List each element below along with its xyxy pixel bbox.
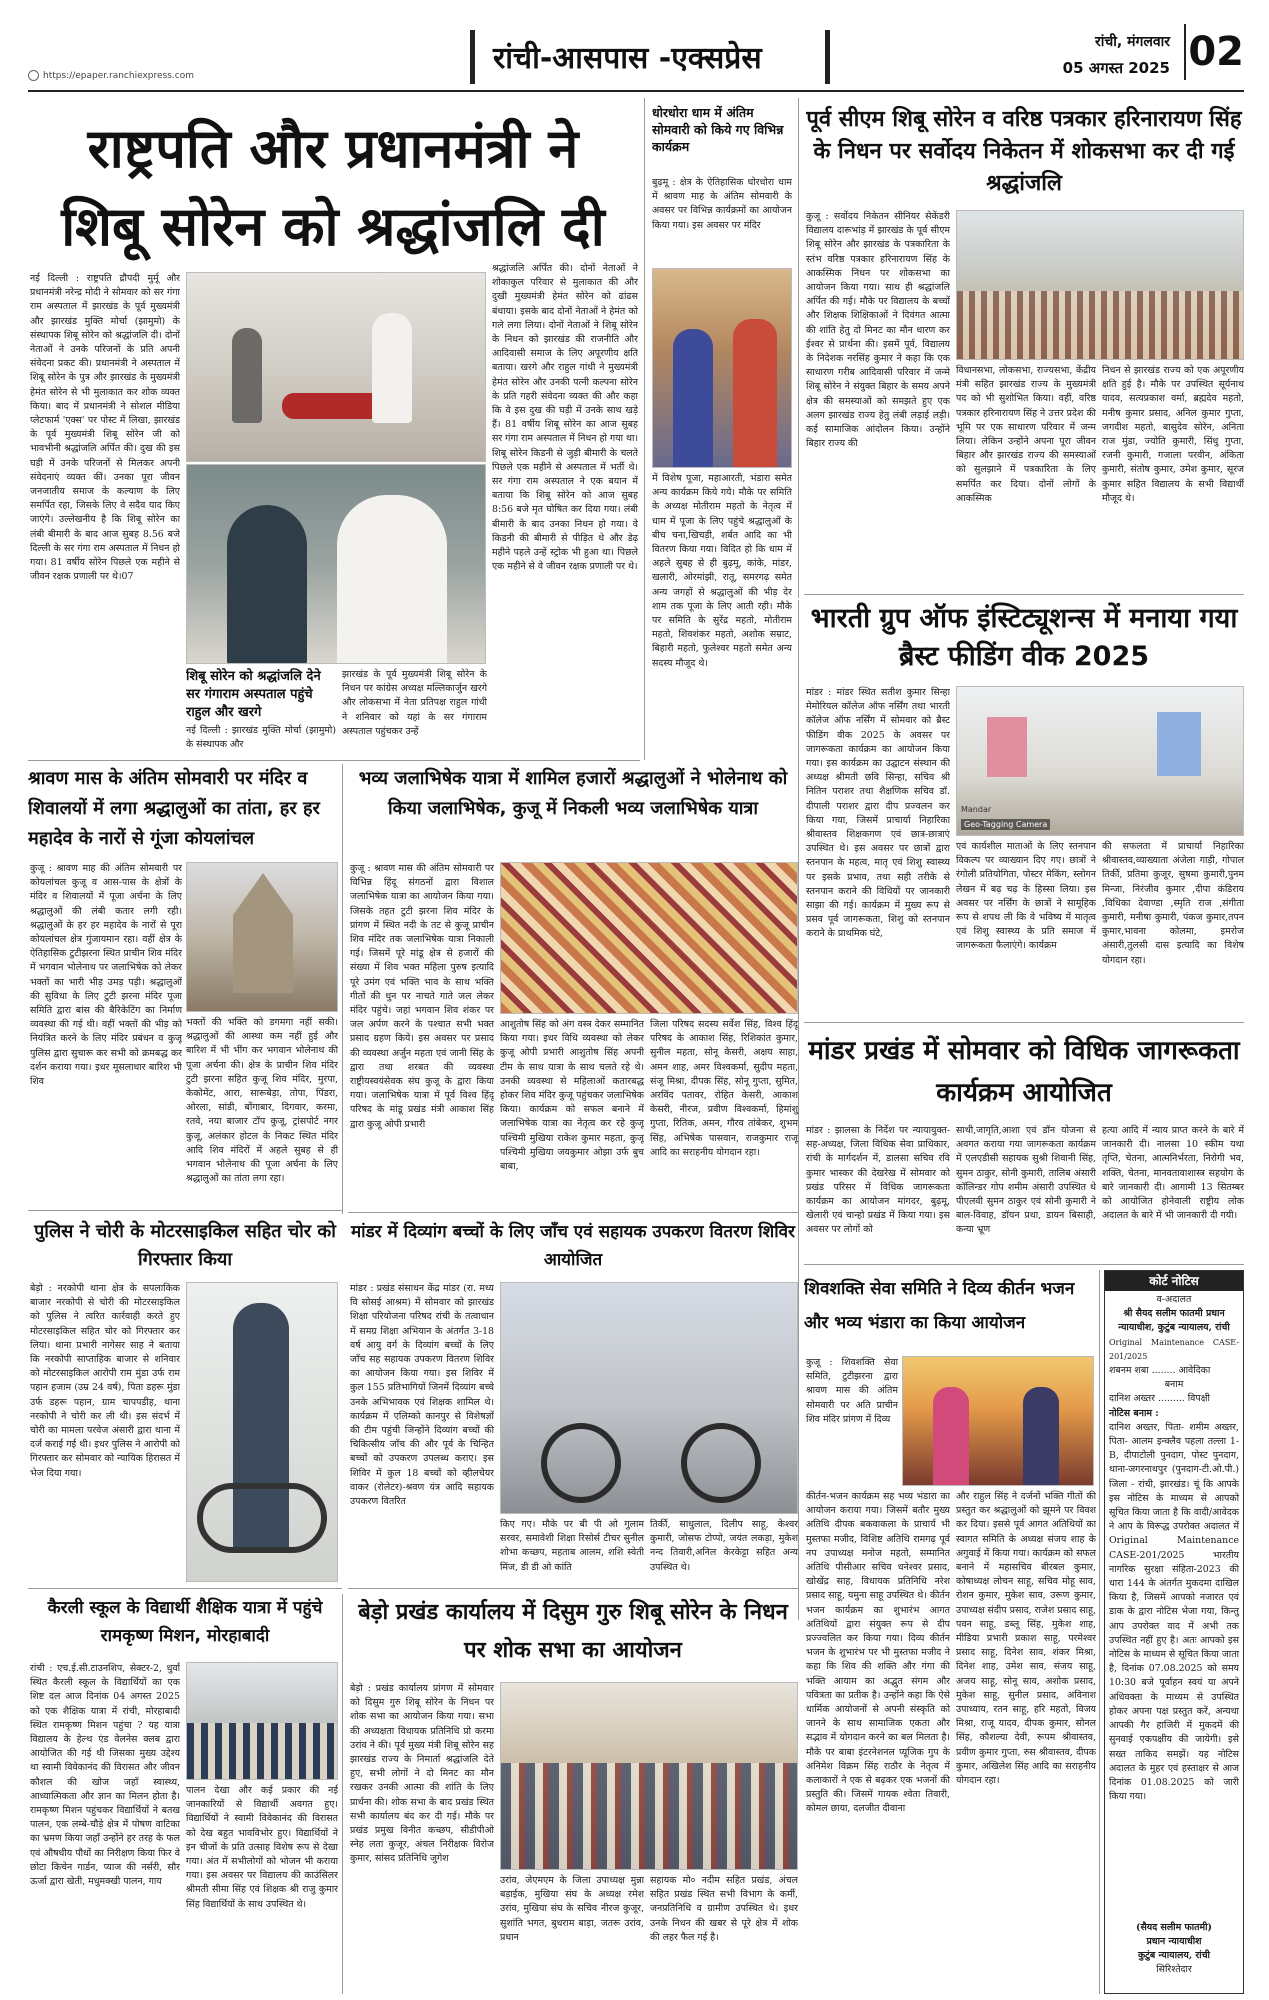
url-text: https://epaper.ranchiexpress.com (43, 71, 195, 81)
person-figure-shape (933, 1387, 969, 1486)
group-shape (187, 1723, 338, 1780)
wheelchair-shape (541, 1423, 621, 1503)
divider (804, 1022, 1244, 1023)
bharati-col2: एवं कार्यशील माताओं के लिए स्तनपान विकल्प पर व्याख्यान दिए गए। छात्रों ने रंगोली प्रतियोगिता, पोस्टर मेकिंग, स्लोगन लेखन में बढ़ चढ़ के हिस्सा लिया। इस अवसर पर नर्सिंग के छात्रों ने सामूहिक रूप से शपथ ली कि वे भविष्य में मातृत्व एवं शिशु स्वास्थ्य के प्रति समाज में जागरूकता फैलाएंगे। कार्यक्रम (956, 841, 1096, 952)
kirtan-col-main2: और राहुल सिंह ने दर्जनों भक्ति गीतों की प्रस्तुत कर श्रद्धालुओं को झूमने पर विवश कर दिया। इससे पूर्व आगत अतिथियों का स्वागत समिति के अध्यक्ष संजय शाह के अगुवाई में किया गया। कार्यक्रम को सफल बनाने में महासचिव बीरबल कुमार, कोषाध्यक्ष लोचन साहू, सचिव मोहू साव, रोशन कुमार, मुकेश साव, उरूण कुमार, उपाध्यक्ष संदीप प्रसाद, राजेश प्रसाद साहू, पवन साहू, डब्लू सिंह, मुकेश शाह, मीडिया प्रभारी प्रकाश साहू, परमेश्वर प्रसाद साहू, दिनेश साव, शंकर मिश्रा, दिनेश शाह, उमेश साव, संजय साहू, अजय साहू, सोनू साव, अशोक प्रसाद, मुकेश साहू, सुनील प्रसाद, अविनाश उपाध्याय, रतन साहू, हरि महतो, विजय मिश्रा, राजू यादव, दीपक कुमार, सोनल सिंह, कौशल्या देवी, रूपम श्रीवास्तव, प्रवीण कुमार गुप्ता, रुस श्रीवास्तव, दीपक कुमार, अखिलेश सिंह आदि का सराहनीय योगदान रहा। (956, 1491, 1096, 1787)
bero-body: बेड़ो : प्रखंड कार्यालय प्रांगण में सोमवार को दिसुम गुरु शिबू सोरेन के निधन पर शोक सभा का आयोजन किया गया। सभा की अध्यक्षता विधायक प्रतिनिधि प्रो करमा उरांव ने की। पूर्व मुख्य मंत्री शिबू सोरेन सह झारखंड राज्य के निमार्ता श्रद्धांजलि देते हुए, सभी लोगों ने दो मिनट का मौन रखकर उनकी आत्मा की शांति के लिए प्रार्थना की। शोक सभा के बाद प्रखंड स्थित सभी कार्यालय बंद कर दी गई। मौके पर प्रखंड प्रमुख विनीत कच्छप, सीडीपीओ स्नेह लता कुजूर, अंचल निरीक्षक विरोज कुमार, सांसद प्रतिनिधि जुगेश (350, 1683, 494, 1865)
brand-name: -एक्सप्रेस (658, 41, 762, 76)
harinarayan-col1: कुजू : सर्वोदय निकेतन सीनियर सेकेंडरी विद्यालय दारूभांड़ में झारखंड के पूर्व सीएम शिबू सोरेन और झारखंड के पत्रकारिता के स्तंभ वरिष्ठ पत्रकार हरिनारायण सिंह के आकस्मिक निधन पर शोकसभा का आयोजन किया गया। साथ ही श्रद्धांजलि अर्पित की गई। मौके पर विद्यालय के बच्चों और शिक्षक शिक्षिकाओं ने दिवंगत आत्मा की शांति हेतु दो मिनट का मौन धारण कर ईश्वर से प्रार्थना की। इसमें पूर्व, विद्यालय के निदेशक नरसिंह कुमार ने कहा कि एक साधारण गरीब आदिवासी परिवार में जन्मे शिबू सोरेन ने संयुक्त बिहार के समय अपने क्षेत्र की समस्याओं को समझते हुए एक अलग झारखंड राज्य हेतु लंबी लड़ाई लड़ी। कई सामाजिक आंदोलन किया। उन्होंने बिहार राज्य की (806, 211, 950, 450)
bharati-photo (956, 686, 1244, 836)
dhordhora-photo (652, 268, 792, 468)
court-case-line: Original Maintenance CASE-201/2025 (1109, 1337, 1239, 1361)
divyang-caption2: तिर्की, साधुलाल, दिलीप साहू, केश्वर कुमारी, जोसफ टोप्पो, जयंत लकड़ा, मुकेश नन्द तिवारी,अनिल केरकेट्टा सहित अन्य उपस्थित थे। (650, 1519, 798, 1573)
kairali-col2: पालन देखा और कई प्रकार की नई जानकारियों से विद्यार्थी अवगत हुए। विद्यार्थियों ने स्वामी विवेकानंद की विरासत को देख बहुत भावविभोर हुए। विद्यार्थियों ने इन चीजों के प्रति उत्साह विशेष रूप से देखा गया। अंत में सभीलोगों को भोजन भी कराया गया। इस अवसर पर विद्यालय की काउंसिलर श्रीमती सीमा सिंह एवं शिक्षक श्री राजु कुमार सिंह विद्यार्थियों के साथ उपस्थित थे। (186, 1785, 338, 1910)
geo-tag-label: Geo-Tagging Camera (961, 819, 1050, 830)
jalabhishek-col3: जिला परिषद सदस्य सर्वेश सिंह, विश्व हिंदू परिषद के आकाश सिंह, रिशिकांत कुमार, सुनील महता, सोनू केसरी, अक्षय साहा, अमन शाह, अमर विश्वकर्मा, सुदीप महता, संजू मिश्रा, दीपक सिंह, सोनू गुप्ता, सुमित, अरविंद पतावर, रोहित केसरी, आकाश केसरी, नीरज, प्रवीण विश्वकर्मा, हिमांशु गुप्ता, रितिक, अमन, गौरव तांबेकर, शुभम सिंह, अभिषेक पासवान, राजकुमार राजू आदि का सराहनीय योगदान रहा। (650, 1019, 798, 1158)
lead-col1: नई दिल्ली : राष्ट्रपति द्रौपदी मुर्मू और प्रधानमंत्री नरेन्द्र मोदी ने सोमवार को सर गंगा राम अस्पताल में झारखंड के पूर्व मुख्यमंत्री और झारखंड मुक्ति मोर्चा (झामुमो) के संस्थापक शिबू सोरेन को श्रद्धांजलि दी। दोनों नेताओं ने उनके परिजनों के प्रति अपनी संवेदना प्रकट की। प्रधानमंत्री ने अस्पताल में शिबू सोरेन के पुत्र और झारखंड के मुख्यमंत्री हेमंत सोरेन से भी मुलाकात कर शोक व्यक्त किया। बाद में प्रधानमंत्री ने सोशल मीडिया प्लेटफार्म 'एक्स' पर पोस्ट में लिखा, झारखंड के पूर्व मुख्यमंत्री शिबू सोरेन जी को भावभीनी श्रद्धांजलि अर्पित की। दुख की इस घड़ी में उनके परिजनों से मिलकर अपनी संवेदनाएं व्यक्त कीं। उनका पूरा जीवन जनजातीय समाज के कल्याण के लिए समर्पित रहा, जिसके लिए वे सदैव याद किए जाएंगे। उल्लेखनीय है कि शिबू सोरेन का लंबी बीमारी के बाद आज सुबह 8.56 बजे दिल्ली के सर गंगा राम अस्पताल में निधन हो गया। 81 वर्षीय सोरेन पिछले एक महीने से जीवन रक्षक प्रणाली पर थे।07 (30, 273, 180, 583)
divider (798, 600, 799, 1620)
lead-headline: राष्ट्रपति और प्रधानमंत्री ने शिबू सोरेन को श्रद्धांजलि दी (61, 117, 605, 258)
court-notice-box (1104, 1270, 1244, 1994)
person-figure-shape (372, 313, 412, 423)
person-figure-shape (232, 328, 262, 423)
dhordhora-body-bottom: में विशेष पूजा, महाआरती, भंडारा समेत अन्य कार्यक्रम किये गये। मौके पर समिति के अध्यक्ष मोतीराम महतो के नेतृत्व में धाम में पूजा के लिए पहुंचे श्रद्धालुओं के बीच चना,खिचड़ी, शर्बत आदि का भी वितरण किया गया। विदित हो कि धाम में अहले सुबह से ही बुढ़मू, कांके, मांडर, खलारी, ओरमांझी, रातू, समरगढ़ समेत अन्य जगहों से श्रद्धालुओं की भीड़ देर शाम तक पूजा के लिए आती रही। मौके पर समिति के सुरेंद्र महतो, मोतीराम महतो, शिवशंकर महतो, अशोक सम्राट, बिहारी महतो, फुलेश्वर महतो समेत अन्य सदस्य मौजूद थे। (652, 473, 792, 669)
person-figure-shape (227, 505, 307, 664)
dhordhora-body-top: बुढ़मू : क्षेत्र के ऐतिहासिक धोरधोरा धाम में श्रावण माह के अंतिम सोमवारी के अवसर पर विभिन्न कार्यक्रमों का आयोजन किया गया। इस अवसर पर मंदिर (652, 177, 792, 231)
browser-url-bar[interactable] (28, 70, 268, 86)
sravan-col1: कुजू : श्रावण माह की अंतिम सोमवारी पर कोयलांचल कुजू व आस-पास के क्षेत्रों के मंदिर व शिवालयों में पूजा अर्चना के लिए श्रद्धालुओं की लंबी कतार लगी रही। श्रद्धालुओं के हर हर महादेव के नारों से पूरा कोयलांचल क्षेत्र गुंजायमान रहा। वहीं क्षेत्र के ऐतिहासिक टुटीझरना स्थित प्राचीन शिव मंदिर में भगवान भोलेनाथ पर जलाभिषेक को लेकर भक्तों का भारी भीड़ उमड़ पड़ी। श्रद्धालुओं की सुविधा के लिए टुटी झरना मंदिर पूजा समिति द्वारा बांस की बैरिकेटिंग का निर्माण व्यवस्था की गई थी। वहीं भक्तों की भीड़ को नियंत्रित करने के लिए मंदिर प्रबंधन व कुजू पुलिस द्वारा सुचारू कर सभी को क्रमबद्ध कर दर्शन कराया गया। इधर मूसलाधार बारिश भी शिव (30, 863, 182, 1088)
kirtan-col-left: कुजू : शिवशक्ति सेवा समिति, टुटीझरना द्वारा श्रावण मास की अंतिम सोमवारी पर अति प्राचीन शिव मंदिर प्रांगण में दिव्य (806, 1357, 898, 1425)
bharati-col3: की सफलता में प्राचार्या निहारिका श्रीवास्तव,व्याख्याता अंजेला गाड़ी, गोपाल तिर्की, प्रतिमा कुजूर, सुषमा कुमारी,पुनम मिन्जा, निरंजीव कुमार ,दीपा कंडिराय ,विधिका देवाण्डा ,स्मृति राज ,संगीता कुमारी, मनीषा कुमारी, पंकज कुमार,तपन कुमार,भावना कोलमा, इमरोज अंसारी,तुलसी दास इत्यादि का विशेष योगदान रहा। (1102, 841, 1244, 966)
masthead-rule (28, 90, 1244, 92)
legal-headline: मांडर प्रखंड में सोमवार को विधिक जागरूकता कार्यक्रम आयोजित (808, 1036, 1240, 1108)
jalabhishek-col2: आशुतोष सिंह को अंग वस्त्र देकर सम्मानित किया गया। इधर विधि व्यवस्था को लेकर कुजू ओपी प्रभारी आशुतोष सिंह अपनी टीम के साथ यात्रा के साथ चलते रहे थे। उनकी व्यवस्था से महिलाओं कतारबद्ध होकर शिव मंदिर कुजू पहुंचकर जलाभिषेक किया। कार्यक्रम को सफल बनाने में जलाभिषेक यात्रा का नेतृत्व कर रहे कुजू पश्चिमी मुखिया राकेश कुमार महता, कुजू पश्चिमी मुखिया जयकुमार ओझा उर्फ बुच बाबा, (500, 1019, 644, 1173)
dhordhora-headline: धोरधोरा धाम में अंतिम सोमवारी को किये गए विभिन्न कार्यक्रम (652, 105, 784, 154)
court-case-line2: शबनम शबा ........ आवेदिका (1109, 1365, 1211, 1377)
police-headline: पुलिस ने चोरी के मोटरसाइकिल सहित चोर को गिरफ्तार किया (34, 1221, 336, 1270)
divyang-caption1: किए गए। मौके पर बी पी ओ गुलाम सरवर, समावेशी शिक्षा रिसोर्स टीचर सुनील शोभा कच्छप, महताब आलम, शशि स्वेती मिंज, डी डी ओ कांति (500, 1519, 644, 1573)
divider (804, 1264, 1244, 1265)
kirtan-headline (804, 1272, 1094, 1352)
bero-caption1: उरांव, जेएमएम के जिला उपाध्यक्ष मुन्ना बड़ाईक, मुखिया संघ के अध्यक्ष रमेश उरांव, मुखिया संघ के सचिव नीरज कुजूर, सुशांति भगत, बुधराम बाड़ा, जतरू उरांव, प्रधान (500, 1875, 644, 1943)
legal-col1: मांडर : झालसा के निर्देश पर न्यायायुक्त-सह-अध्यक्ष, जिला विधिक सेवा प्राधिकार, रांची के मार्गदर्शन में, डालसा सचिव रवि कुमार भास्कर की देखरेख में सोमवार को प्रखंड परिसर में विधिक जागरूकता कार्यक्रम का आयोजन मांगदर, बुढ़मू, खेलारी एवं चान्हो प्रखंड में किया गया। इस अवसर पर लोगों को (806, 1125, 950, 1236)
legal-col3: हत्या आदि में न्याय प्राप्त करने के बारे में जानकारी दी। नालसा 10 स्कीम यथा तृप्ति, चेतना, आत्मनिर्भरता, निरोगी भव, शक्ति, चेतना, मानवतावाशास्त्र सहयोग के बारे जानकारी दी। आगामी 13 सितम्बर को आयोजित होनेवाली राष्ट्रीय लोक अदालत के बारे में भी जानकारी दी गयी। (1102, 1125, 1244, 1222)
divyang-photo (500, 1282, 798, 1514)
divider (342, 1594, 343, 1994)
jalabhishek-col1: कुजू : श्रावण मास की अंतिम सोमवारी पर विभिन्न हिंदू संगठनों द्वारा विशाल जलाभिषेक यात्रा का आयोजन किया गया। जिसके तहत टुटी झरना शिव मंदिर के प्रांगण में स्थित नदी के तट से कुजू प्राचीन शिव मंदिर तक जलाभिषेक यात्रा निकाली गई। जिसमें पूरे मांडू क्षेत्र से हजारों की संख्या में शिव भक्त महिला पुरुष इत्यादि पूरे उमंग एवं भक्ति भाव के साथ भक्ति गीतों की धुन पर नाचते गाते जल लेकर मंदिर पहुंचे। जहां भगवान शिव शंकर पर जल अर्पण करने के पश्चात सभी भक्त प्रसाद ग्रहण किये। इस अवसर पर प्रसाद की व्यवस्था अर्जुन महता एवं जानी सिंह के द्वारा तथा शरबत की व्यवस्था राष्ट्रीयस्वयंसेवक संघ कुजू के द्वारा किया गया। जलाभिषेक यात्रा में पूर्व विश्व हिंदू परिषद के मांडू प्रखंड मंत्री आकाश सिंह द्वारा कुजू ओपी प्रभारी (350, 863, 494, 1130)
page-number: 02 (1184, 24, 1244, 80)
kairali-col1: रांची : एच.ई.सी.टाउनशिप, सेक्टर-2, धुर्वा स्थित कैरली स्कूल के विद्यार्थियों का एक शिष्ट दल आज दिनांक 04 अगस्त 2025 को एक शैक्षिक यात्रा में रांची, मोरहाबादी स्थित रामकृष्ण मिशन पहुंचा ? यह यात्रा विद्यालय के हेल्थ एंड वेलनेस क्लब द्वारा आयोजित की गई थी जिसका मुख्य उद्देश्य था स्वामी विवेकानंद की विरासत और जीवन कौशल की खोज जहाँ स्वास्थ्य, आध्यात्मिकता और ज्ञान का मिलन होता है। रामकृष्ण मिशन पहुंचकर विद्यार्थियों ने बतख पालन, एक लम्बे-चौड़े क्षेत्र में पोषण वाटिका का भ्रमण किया जहाँ उन्होंने हर तरह के फल एवं औषधीय पौधों का निरीक्षण किया फिर वे छोटा किचेन गार्डन, प्याज की नर्सरी, सौर ऊर्जा द्वारा खेती, मधुमक्खी पालन, गाय (30, 1663, 180, 1888)
harinarayan-col3: निधन से झारखंड राज्य को एक अपूरणीय क्षति हुई है। मौके पर उपस्थित सूर्यनाथ यादव, सत्यप्रकाश वर्मा, ब्रह्मदेव महतो, मनीष कुमार प्रसाद, अनिल कुमार गुप्ता, जगदीश महतो, बासुदेव सोरेन, अनिता राज मुंडा, ज्योति कुमारी, सिंधु गुप्ता, रजनी कुमारी, गजाला परवीन, अंकिता कुमारी, संतोष कुमार, उमेश कुमार, सूरज कुमार सहित विद्यालय के सभी विद्यार्थी मौजूद थे। (1102, 365, 1244, 504)
poster-shape (987, 717, 1027, 777)
court-sign-role: सिरिश्तेदार (1156, 1964, 1192, 1976)
divider (644, 98, 645, 760)
temple-shape (233, 873, 293, 993)
motorcycle-shape (197, 1483, 327, 1553)
lead-photo-caption: शिबू सोरेन को श्रद्धांजलि देने सर गंगाराम अस्पताल पहुंचे राहुल और खरगे (186, 669, 321, 720)
sravan-col2: भक्तों की भक्ति को डगमगा नहीं सकी। श्रद्धालुओं की आस्था कम नहीं हुई और बारिश में भी भींग कर भगवान भोलेनाथ की पूजा अर्चना की। क्षेत्र के प्राचीन शिव मंदिर टुटी झरना सहित कुजू शिव मंदिर, मुरपा, केकोमेंट, आरा, सारूबेड़ा, तोपा, पिंडरा, ओरला, सांडी, बोंगाबार, दिगवार, करमा, रतवे, नया बाजार टॉप कुजू, ट्रांसपोर्ट नगर कुजू, अलंकार होटल के निकट स्थित मंदिर आदि शिव मंदिरों में अहले सुबह से ही भगवान भोलेनाथ की पूजा अर्चना के लिए श्रद्धालुओं का तांता लगा रहा। (186, 1017, 338, 1185)
masthead-banner (470, 30, 830, 84)
kirtan-photo (902, 1356, 1094, 1486)
harinarayan-headline: पूर्व सीएम शिबू सोरेन व वरिष्ठ पत्रकार हरिनारायण सिंह के निधन पर सर्वोदय निकेतन में शोकसभा कर दी गई श्रद्धांजलि (806, 107, 1242, 196)
place-label: Mandar (961, 805, 992, 814)
crowd-shape (957, 291, 1244, 360)
globe-icon (28, 70, 39, 81)
divider (348, 1588, 798, 1589)
divider (28, 1588, 342, 1589)
person-figure-shape (673, 329, 713, 468)
court-sign-title: प्रधान न्यायाधीश (1146, 1936, 1202, 1948)
dateline-date: 05 अगस्त 2025 (1062, 59, 1170, 77)
lead-col3: श्रद्धांजलि अर्पित की। दोनों नेताओं ने शोकाकुल परिवार से मुलाकात की और दुखी मुख्यमंत्री हेमंत सोरेन को ढांढस बंधाया। इसके बाद दोनों नेताओं ने हेमंत को गले लगा लिया। दोनों नेताओं ने शिबू सोरेन के निधन को झारखंड की राजनीति और आदिवासी समाज के लिए अपूरणीय क्षति बताया। खरगे और राहुल गांधी ने मुख्यमंत्री हेमंत सोरेन और उनकी पत्नी कल्पना सोरेन के प्रति गहरी संवेदना व्यक्त की और कहा कि वे इस दुख की घड़ी में उनके साथ खड़े हैं। 81 वर्षीय शिबू सोरेन का आज सुबह सर गंगा राम अस्पताल में निधन हो गया था। शिबू सोरेन किडनी से जुड़ी बीमारी के चलते पिछले एक महीने से अस्पताल में भर्ती थे। सर गंगा राम अस्पताल ने एक बयान में बताया कि शिबू सोरेन को आज सुबह 8:56 बजे मृत घोषित कर दिया गया। लंबी बीमारी के बाद उनका निधन हो गया। वे किडनी की बीमारी से पीड़ित थे और डेढ़ महीने पहले उन्हें स्ट्रोक भी हुआ था। पिछले एक महीने से वे जीवन रक्षक प्रणाली पर थे। (492, 263, 638, 573)
bharati-headline: भारती ग्रुप ऑफ इंस्टिट्यूशन्स में मनाया गया ब्रैस्ट फीडिंग वीक 2025 (810, 603, 1238, 672)
kairali-photo (186, 1662, 338, 1780)
lead-photo-bottom (186, 464, 486, 664)
court-versus: बनाम (1164, 1379, 1184, 1391)
poster-shape (1157, 712, 1201, 776)
court-sign-court: कुटुंब न्यायालय, रांची (1137, 1950, 1210, 1962)
divider (804, 594, 1244, 595)
lead-caption-body: नई दिल्ली : झारखंड मुक्ति मोर्चा (झामुमो) के संस्थापक और (186, 725, 336, 751)
person-figure-shape (337, 495, 447, 664)
court-body: दानिश अख्तर, पिता- शमीम अख्तर, पिता- आलम इन्क्लैव पहला तल्ला 1-B, दीपाटोली पुनदाग, पोस्ट पुनदाग, थाना-जगरनाथपुर (पुनदाग-टी.ओ.पी.) जिला - रांची, झारखंड। चूं कि आपके इस नोटिस के माध्यम से आपको सूचित किया जाता है कि वादी/आवेदक ने आप के विरूद्ध उपरोक्त अदालत में Original Maintenance CASE-201/2025 भारतीय नागरिक सुरक्षा संहिता-2023 की धारा 144 के अंतर्गत मुकदमा दाखिल किया है, जिसमें आपको नजारत एवं डाक के द्वारा नोटिस भेजा गया, किन्तु आप उपरोक्त वाद में अभी तक उपस्थित नहीं हुए है। अतः आपको इस नोटिस के माध्यम से सूचित किया जाता है, दिनांक 07.08.2025 को समय 10:30 बजे पूर्वाहन स्वयं या अपने अधिवक्ता के माध्यम से उपस्थित होकर अपना पक्ष प्रस्तुत करें, अन्यथा आपकी गैर हाजिरी में मुकदमें की सुनवाई एकपक्षीय की जायेगी। इसे सख्त ताकिद समझें। यह नोटिस अदालत के मुहर एवं हस्ताक्षर से आज दिनांक 01.08.2025 को जारी किया गया। (1109, 1421, 1239, 1803)
legal-col2: साथी,जागृति,आशा एवं डॉन योजना से अवगत कराया गया जागरूकता कार्यक्रम में एलएडीसी सहायक सुश्री शिवानी सिंह, सुमन ठाकुर, सोनी कुमारी, तालिब अंसारी कॉलिन्डर गोप शमीम अंसारी उपस्थित थे पीएलवी सुमन ठाकुर एवं सोनी कुमारी ने बाल-विवाह, डॉयन प्रथा, डायन बिसाही, कन्या भ्रूण (956, 1125, 1096, 1236)
jalabhishek-photo (500, 862, 798, 1014)
person-figure-shape (733, 319, 777, 468)
bero-headline: बेड़ो प्रखंड कार्यालय में दिसुम गुरु शिबू सोरेन के निधन पर शोक सभा का आयोजन (358, 1600, 788, 1663)
divyang-headline: मांडर में दिव्यांग बच्चों के लिए जाँच एवं सहायक उपकरण वितरण शिविर आयोजित (351, 1222, 795, 1270)
divider (798, 98, 799, 598)
harinarayan-photo (956, 210, 1244, 360)
court-sign-name: (सैयद सलीम फातमी) (1136, 1921, 1212, 1933)
kairali-headline: कैरली स्कूल के विद्यार्थी शैक्षिक यात्रा में पहुंचे रामकृष्ण मिशन, मोरहाबादी (47, 1598, 323, 1646)
divider (348, 1212, 798, 1213)
court-opposite: दानिश अख्तर ......... विपक्षी (1109, 1393, 1210, 1405)
divider (28, 760, 640, 761)
sravan-photo (186, 862, 338, 1012)
divyang-body: मांडर : प्रखंड संसाधन केंद्र मांडर (रा. मध्य वि सोसई आश्रम) में सोमवार को झारखंड शिक्षा परियोजना परिषद रांची के तत्वाधान में समग्र शिक्षा अभियान के अंतर्गत 3-18 वर्ष आयु वर्ग के दिव्यांग बच्चों के लिए जाँच सह सहायक उपकरण वितरण शिविर का आयोजन किया गया। इस शिविर में कुल 155 प्रतिभागियों जिनमें दिव्यांग बच्चे उनके अभिभावक एवं शिक्षक शामिल थे। कार्यक्रम में एलिम्को कानपुर से विशेषज्ञों की टीम पहुंची जिन्होंने दिव्यांग बच्चों की चिकित्सीय जाँच की और पूर्व के चिन्हित बच्चों को उपकरण उपलब्ध कराए। इस शिविर में कुल 18 बच्चों को व्हीलचेयर वाकर (रोलेटर)-श्रवण यंत्र आदि सहायक उपकरण वितरित (350, 1283, 494, 1508)
divider (1099, 1270, 1100, 1994)
kirtan-col-main1: कीर्तन-भजन कार्यक्रम सह भव्य भंडारा का आयोजन कराया गया। जिसमें बतौर मुख्य अतिथि दीपक बकवाकला के प्राचार्य भी मुस्तफा मजीद, विशिष्ट अतिथि रामगढ़ पूर्व नप उपाध्यक्ष मनोज महतो, सम्मानित अतिथि पीसीआर सचिव धनेश्वर प्रसाद, खोखेंद्र साह, विधायक प्रतिनिधि नरेश प्रसाद साहू, यमुना साहू उपस्थित थे। कीर्तन भजन कार्यक्रम का शुभारंभ आगत अतिथियों द्वारा संयुक्त रूप से दीप प्रज्ज्वलित कर किया गया। दिव्य कीर्तन भजन के शुभारंभ पर भी मुस्तफा मजीद ने कहा कि शिव की शक्ति और गंगा की भक्ति आयाम का अद्भुत संगम और पवित्रता का प्रतीक है। उन्होंने कहा कि ऐसे धार्मिक आयोजनों से अपनी संस्कृति को जानने के साथ सामाजिक एकता और सद्भाव में योगदान करने का बल मिलता है। मौके पर बाबा इंटरनेशनल प्यूजिक गुप के अनिमेश विक्रम सिंह राठौर के नेतृत्व में कलाकारों ने एक से बढ़कर एक भजनों की प्रस्तुति की। जिसमें गायक श्वेता तिवारी, कोमल छाया, दलजीत दीवाना (806, 1491, 950, 1815)
person-figure-shape (1023, 1387, 1059, 1486)
lead-photo-top (186, 272, 486, 462)
divider (342, 764, 343, 1214)
masthead-section-title: रांची-आसपास -एक्सप्रेस (493, 41, 762, 76)
kirtan-headline-line2: और भव्य भंडारा का किया आयोजन (804, 1313, 1026, 1333)
bharati-col1: मांडर : मांडर स्थित सतीश कुमार सिन्हा मेमोरियल कॉलेज ऑफ नर्सिंग तथा भारती कॉलेज ऑफ नर्सिंग में सोमवार को ब्रैस्ट फीडिंग वीक 2025 के अवसर पर जागरूकता कार्यक्रम का आयोजन किया गया। इस कार्यक्रम का उद्घाटन संस्थान की अध्यक्ष श्रीमती छवि सिन्हा, सचिव श्री नितिन पराशर तथा शैक्षणिक सचिव डॉ. दीपाली पराशर द्वारा दीप प्रज्वलन कर किया गया, जिसमें प्राचार्या निहारिका श्रीवास्तव शिक्षकगण एवं छात्र-छात्राएं उपस्थित थे। इस अवसर पर छात्रों द्वारा स्तनपान के महत्व, मातृ एवं शिशु स्वास्थ्य पर इसके प्रभाव, तथा सही तरीके से स्तनपान कराने की विधियों पर जानकारी साझा की गई। कार्यक्रम में मुख्य रूप से प्रसव पूर्व जागरूकता, शिशु को स्तनपान कराने के प्राथमिक घंटे, (806, 687, 950, 940)
court-line2: श्री सैयद सलीम फातमी प्रधान न्यायाधीश, कुटुंब न्यायालय, रांची (1118, 1308, 1230, 1334)
kirtan-headline-line1: शिवशक्ति सेवा समिति ने दिव्य कीर्तन भजन (804, 1279, 1075, 1299)
court-notice-subtitle: नोटिस बनाम : (1109, 1407, 1159, 1419)
sravan-headline: श्रावण मास के अंतिम सोमवारी पर मंदिर व शिवालयों में लगा श्रद्धालुओं का तांता, हर हर महादेव के नारों से गूंजा कोयलांचल (28, 768, 320, 849)
group-shape (501, 1763, 798, 1870)
court-line1: व-अदालत (1156, 1294, 1192, 1305)
jalabhishek-headline: भव्य जलाभिषेक यात्रा में शामिल हजारों श्रद्धालुओं ने भोलेनाथ को किया जलाभिषेक, कुजू में निकली भव्य जलाभिषेक यात्रा (358, 768, 788, 819)
bero-photo (500, 1682, 798, 1870)
bero-caption2: सहायक मो० नदीम सहित प्रखंड, अंचल सहित प्रखंड स्थित सभी विभाग के कर्मी, जनप्रतिनिधि व ग्रामीण उपस्थित थे। इधर उनके निधन की खबर से पूरे क्षेत्र में शोक की लहर फैल गई है। (650, 1875, 798, 1943)
dateline-city: रांची, मंगलवार (1095, 34, 1170, 50)
police-photo (186, 1282, 338, 1582)
police-body: बेड़ो : नरकोपी थाना क्षेत्र के सपलाकिक बाजार नरकोपी से चोरी की मोटरसाइकिल को पुलिस ने त्वरित कार्रवाही करते हुए मोटरसाइकिल सहित चोर को गिरफ्तार कर लिया। थाना प्रभारी नागेसर साह ने बताया कि नरकोपी साप्ताहिक बाजार से शनिवार को मोटरसाइकिल आरोपी राम मुंडा उर्फ राम पहान हजाम (उम्र 24 वर्ष), पिता डहरू मुंडा उर्फ डहरू पहान, ग्राम चापपडीह, थाना नरकोपी ने चोरी कर ली थी। इस संदर्भ में चोरी का मामला परवेज अंसारी द्वारा थाना में दर्ज कराई गई थी। इधर पुलिस ने आरोपी को गिरफ्तार कर सोमवार को न्यायिक हिरासत में भेज दिया गया। (30, 1283, 180, 1479)
divider (28, 1210, 342, 1211)
lead-col2-tail: झारखंड के पूर्व मुख्यमंत्री शिबू सोरेन के निधन पर कांग्रेस अध्यक्ष मल्लिकार्जुन खरगे और लोकसभा में नेता प्रतिपक्ष राहुल गांधी ने शनिवार को यहां के सर गंगाराम अस्पताल पहुंचकर उन्हें (342, 669, 487, 737)
wheelchair-shape (681, 1423, 761, 1503)
harinarayan-col2: विधानसभा, लोकसभा, राज्यसभा, केंद्रीय मंत्री सहित झारखंड राज्य के मुख्यमंत्री पद को भी सुशोभित किया। वहीं, वरिष्ठ पत्रकार हरिनारायण सिंह ने उत्तर प्रदेश की भूमि पर एक साधारण परिवार में जन्म लिया। लेकिन उन्होंने अपना पूरा जीवन बिहार और झारखंड राज्य की समस्याओं को सुलझाने में पत्रकारिता के लिए समर्पित कर दिया। दोनों लोगों के आकस्मिक (956, 365, 1096, 504)
court-notice-title: कोर्ट नोटिस (1105, 1271, 1243, 1291)
